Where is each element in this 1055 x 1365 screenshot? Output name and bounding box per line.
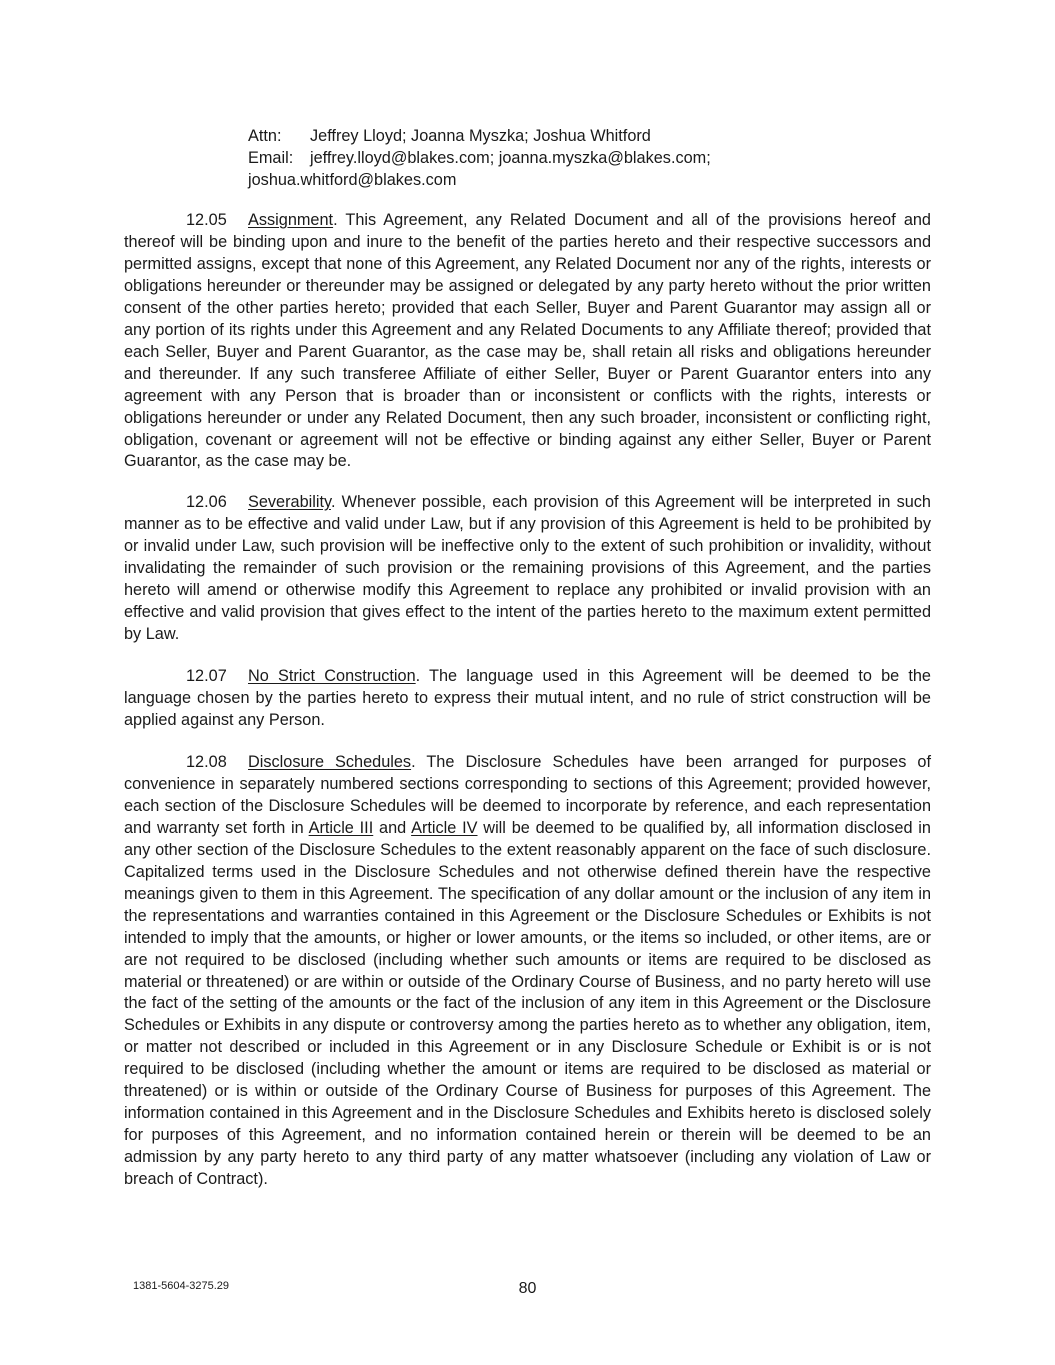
section-12-07-no-strict-construction — [124, 666, 931, 732]
section-body-part-1: . The Disclosure Schedules have been arranged for purposes of convenience in separately numbered sections corresponding to sections of this Agreement; provided however, each section of the Disclosure Schedules will be deemed to incorporate by reference, and each representation and warranty set forth in — [124, 753, 931, 837]
section-number: 12.06 — [186, 493, 227, 511]
notice-address-block — [248, 125, 948, 192]
section-body: . Whenever possible, each provision of this Agreement will be interpreted in such manner as to be effective and valid under Law, but if any provision of this Agreement is held to be prohibited by or invalid under Law, such provision will be ineffective only to the extent of such prohibition or invalidity, without invalidating the remainder of such provision or the remaining provisions of this Agreement, and the parties hereto will amend or otherwise modify this Agreement to replace any prohibited or invalid provision with an effective and valid provision that gives effect to the intent of the parties hereto to the maximum extent permitted by Law. — [124, 493, 931, 643]
document-id: 1381-5604-3275.29 — [133, 1280, 230, 1292]
section-number: 12.08 — [186, 753, 227, 771]
section-number: 12.07 — [186, 667, 227, 685]
email-line — [248, 147, 948, 169]
section-title: Disclosure Schedules — [248, 753, 412, 771]
section-body: . This Agreement, any Related Document and all of the provisions hereof and thereof will be binding upon and inure to the benefit of the parties hereto and their respective successors and permitted assigns, except that none of this Agreement, any Related Document nor any of the rights, interests or obligations hereunder or thereunder may be assigned or delegated by any party hereto without the prior written consent of the other parties hereto; provided that each Seller, Buyer and Parent Guarantor may assign all or any portion of its rights under this Agreement and any Related Documents to any Affiliate thereof; provided that each Seller, Buyer and Parent Guarantor, as the case may be, shall retain all risks and obligations hereunder and thereunder. If any such transferee Affiliate of either Seller, Buyer or Parent Guarantor enters into any agreement with any Person that is broader than or inconsistent or conflicts with the rights, interests or obligations hereunder or under any Related Document, then any such broader, inconsistent or conflicting right, obligation, covenant or agreement will not be effective or binding against any either Seller, Buyer or Parent Guarantor, as the case may be. — [124, 211, 931, 471]
email-label: Email: — [248, 149, 294, 168]
attn-line — [248, 125, 948, 147]
email-continuation: joshua.whitford@blakes.com — [248, 171, 457, 190]
section-body-part-3: will be deemed to be qualified by, all information disclosed in any other section of the Disclosure Schedules to the extent reasonably apparent on the face of such disclosure. Capitalized terms used in the Disclosure Schedules and not otherwise defined therein have the respective meanings given to them in this Agreement. The specification of any dollar amount or the inclusion of any item in the representations and warranties contained in this Agreement or the Disclosure Schedules or Exhibits is not intended to imply that the amounts, or higher or lower amounts, or the items so included, or other items, are or are not required to be disclosed (including whether such amounts or items are required to be disclosed as material or threatened) or are within or outside of the Ordinary Course of Business, and no party hereto will use the fact of the setting of the amounts or the fact of the inclusion of any item in this Agreement or the Disclosure Schedules or Exhibits in any dispute or controversy among the parties hereto as to whether any obligation, item, or matter not described or included in this Agreement or in any Disclosure Schedule or Exhibit is or is not required to be disclosed (including whether the amount or items are required to be disclosed as material or threatened) or is within or outside of the Ordinary Course of Business for purposes of this Agreement. The information contained in this Agreement and in the Disclosure Schedules and Exhibits hereto is disclosed solely for purposes of this Agreement, and no information contained herein or therein will be deemed to be an admission by any party hereto to any third party of any matter whatsoever (including any violation of Law or breach of Contract). — [124, 818, 931, 1189]
article-iii-cross-reference: Article III — [308, 818, 374, 837]
section-body-part-2: and — [373, 818, 412, 837]
section-12-06-severability — [124, 492, 931, 646]
attn-names: Jeffrey Lloyd; Joanna Myszka; Joshua Whitford — [310, 127, 651, 145]
section-title: No Strict Construction — [248, 667, 416, 685]
section-title: Severability — [248, 493, 331, 511]
email-addresses: jeffrey.lloyd@blakes.com; joanna.myszka@blakes.com; — [310, 149, 711, 168]
section-number: 12.05 — [186, 211, 227, 229]
page-number: 80 — [518, 1280, 537, 1297]
attn-label: Attn: — [248, 127, 282, 145]
section-body: . The language used in this Agreement will be deemed to be the language chosen by the parties hereto to express their mutual intent, and no rule of strict construction will be applied against any Person. — [124, 667, 931, 729]
section-12-08-disclosure-schedules — [124, 752, 931, 1191]
section-title: Assignment — [248, 211, 334, 229]
section-12-05-assignment — [124, 210, 931, 473]
article-iv-cross-reference: Article IV — [411, 818, 478, 837]
